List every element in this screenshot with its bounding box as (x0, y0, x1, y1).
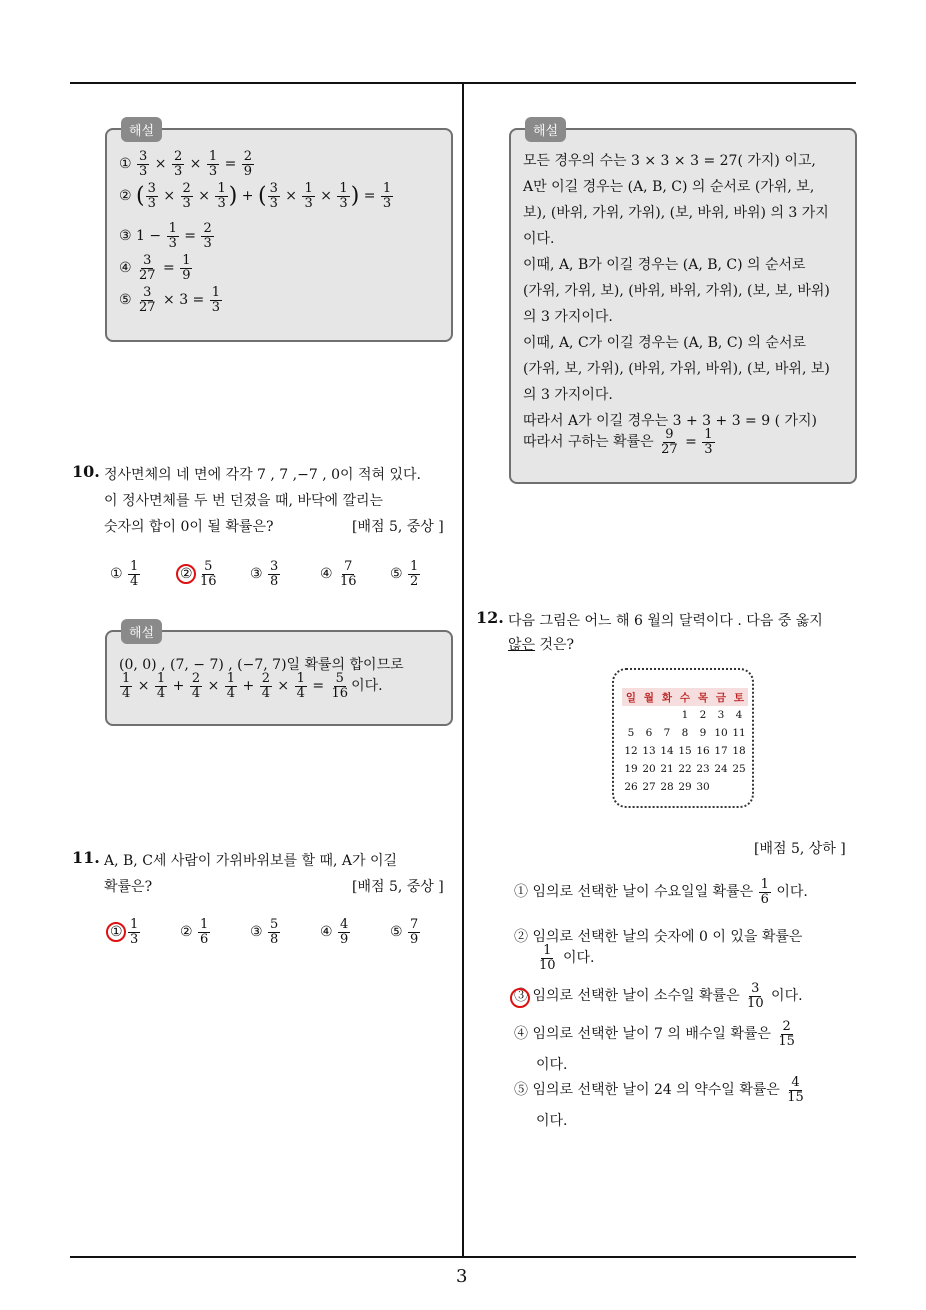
q10-answer-circle (176, 564, 196, 584)
q10-text-3: 숫자의 합이 0이 될 확률은? (104, 519, 274, 535)
q10-number: 10. (72, 462, 100, 481)
sol9-line-2: ② ( $\frac{3}{3}$ × $\frac{2}{3}$ × $\frac{1}{3}$ ) + ( $\frac{3}{3}$ × $\frac{1}{3}$ × $\frac{1}{3}$ ) = $\frac{1}{3}$ (119, 181, 392, 211)
q12-option-3[interactable]: ③ 임의로 선택한 날이 소수일 확률은 $\frac{3}{10}$ 이다. (514, 981, 803, 1011)
sol11-line-5: 이때, A, B가 이길 경우는 (A, B, C) 의 순서로 (523, 257, 806, 273)
solution-tag: 해설 (121, 619, 162, 644)
solution-box-q11 (509, 124, 857, 484)
q10-text-2: 이 정사면체를 두 번 던졌을 때, 바닥에 깔리는 (104, 493, 384, 509)
q11-option-3[interactable]: ③ $\frac{5}{8}$ (250, 917, 279, 947)
sol10-line-2: $\frac{1}{4}$ × $\frac{1}{4}$ + $\frac{2}{4}$ × $\frac{1}{4}$ + $\frac{2}{4}$ × $\frac{1}{4}$ = $\frac{5}{16}$ 이다. (122, 671, 383, 701)
q11-option-2[interactable]: ② $\frac{1}{6}$ (180, 917, 209, 947)
sol10-line-1: (0, 0) , (7, − 7) , (−7, 7)일 확률의 합이므로 (119, 657, 404, 673)
q11-number: 11. (72, 848, 100, 867)
q11-option-4[interactable]: ④ $\frac{4}{9}$ (320, 917, 349, 947)
calendar-header-row: 일 월 화 수 목 금 토 (622, 688, 748, 706)
q10-score: [배점 5, 중상 ] (352, 519, 444, 535)
sol11-line-12: 따라서 구하는 확률은 $\frac{9}{27}$ = $\frac{1}{3}$ (523, 427, 713, 457)
q12-option-5[interactable]: ⑤ 임의로 선택한 날이 24 의 약수일 확률은 $\frac{4}{15}$ (514, 1075, 804, 1105)
q12-option-5-cont: 이다. (536, 1113, 568, 1129)
q12-option-2-cont: $\frac{1}{10}$ 이다. (539, 943, 595, 973)
solution-tag: 해설 (121, 117, 162, 142)
q11-text-1: A, B, C세 사람이 가위바위보를 할 때, A가 이길 (104, 853, 398, 869)
sol9-line-1: ① $\frac{3}{3}$ × $\frac{2}{3}$ × $\frac{1}{3}$ = $\frac{2}{9}$ (119, 149, 253, 179)
sol11-line-6: (가위, 가위, 보), (바위, 바위, 가위), (보, 보, 바위) (523, 283, 830, 299)
sol11-line-10: 의 3 가지이다. (523, 387, 613, 403)
sol11-line-11: 따라서 A가 이길 경우는 3 + 3 + 3 = 9 ( 가지) (523, 413, 818, 429)
sol9-line-3: ③ 1 − $\frac{1}{3}$ = $\frac{2}{3}$ (119, 221, 212, 251)
q10-option-4[interactable]: ④ $\frac{7}{16}$ (320, 559, 357, 589)
q12-text-1: 다음 그림은 어느 해 6 월의 달력이다 . 다음 중 옳지 (508, 613, 823, 629)
sol11-line-7: 의 3 가지이다. (523, 309, 613, 325)
bottom-rule (70, 1256, 856, 1258)
q12-option-2[interactable]: ② 임의로 선택한 날의 숫자에 0 이 있을 확률은 (514, 929, 803, 945)
q11-option-1[interactable]: ① $\frac{1}{3}$ (110, 917, 139, 947)
calendar-table (622, 688, 748, 796)
calendar-week-row: 1 2 3 4 (681, 709, 743, 721)
q11-option-5[interactable]: ⑤ $\frac{7}{9}$ (390, 917, 419, 947)
calendar-week-row: 5 6 7 8 9 10 11 (627, 727, 746, 739)
calendar-week-row: 19 20 21 22 23 24 25 (624, 763, 746, 775)
calendar-week-row: 26 27 28 29 30 (624, 781, 710, 793)
q10-option-3[interactable]: ③ $\frac{3}{8}$ (250, 559, 279, 589)
q12-number: 12. (476, 608, 504, 627)
sol11-line-1: 모든 경우의 수는 3 × 3 × 3 = 27( 가지) 이고, (523, 153, 816, 169)
solution-box-q9 (105, 124, 453, 342)
q10-option-2[interactable]: ② $\frac{5}{16}$ (180, 559, 217, 589)
q12-option-4-cont: 이다. (536, 1057, 568, 1073)
sol11-line-8: 이때, A, C가 이길 경우는 (A, B, C) 의 순서로 (523, 335, 806, 351)
q12-score: [배점 5, 상하 ] (754, 841, 846, 857)
sol11-line-9: (가위, 보, 가위), (바위, 가위, 바위), (보, 바위, 보) (523, 361, 830, 377)
q10-option-1[interactable]: ① $\frac{1}{4}$ (110, 559, 139, 589)
column-divider (462, 82, 464, 1258)
solution-tag: 해설 (525, 117, 566, 142)
calendar-week-row: 12 13 14 15 16 17 18 (624, 745, 746, 757)
q11-text-2: 확률은? (104, 879, 153, 895)
q12-answer-circle (510, 988, 530, 1008)
q10-option-5[interactable]: ⑤ $\frac{1}{2}$ (390, 559, 419, 589)
sol11-line-2: A만 이길 경우는 (A, B, C) 의 순서로 (가위, 보, (523, 179, 815, 195)
sol9-line-4: ④ $\frac{3}{27}$ = $\frac{1}{9}$ (119, 253, 191, 283)
q11-answer-circle (106, 922, 126, 942)
q10-text-1: 정사면체의 네 면에 각각 7 , 7 ,−7 , 0이 적혀 있다. (104, 467, 421, 483)
page-number: 3 (456, 1266, 468, 1287)
solution-box-q10 (105, 626, 453, 726)
q12-option-4[interactable]: ④ 임의로 선택한 날이 7 의 배수일 확률은 $\frac{2}{15}$ (514, 1019, 795, 1049)
calendar-figure (612, 668, 754, 808)
sol11-line-3: 보), (바위, 가위, 가위), (보, 바위, 바위) 의 3 가지 (523, 205, 829, 221)
q12-option-1[interactable]: ① 임의로 선택한 날이 수요일일 확률은 $\frac{1}{6}$ 이다. (514, 877, 808, 907)
sol11-line-4: 이다. (523, 231, 555, 247)
q11-score: [배점 5, 중상 ] (352, 879, 444, 895)
sol9-line-5: ⑤ $\frac{3}{27}$ × 3 = $\frac{1}{3}$ (119, 285, 221, 315)
q12-text-2: 않은 것은? (508, 637, 575, 653)
